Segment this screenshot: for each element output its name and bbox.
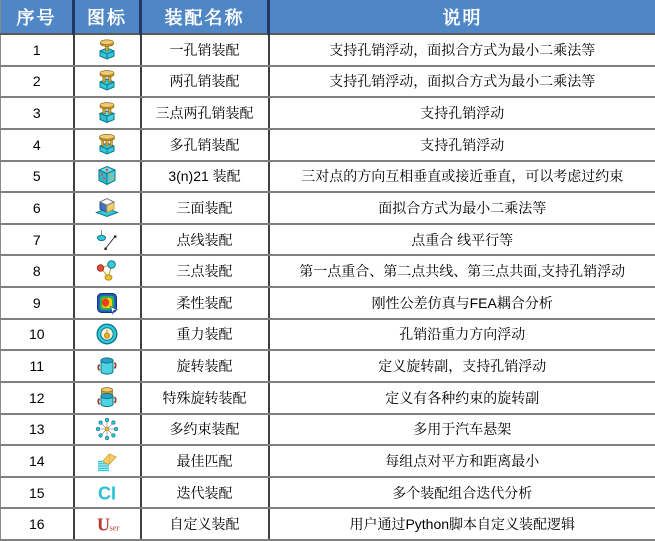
col-header-number: 序号: [1, 0, 74, 34]
assembly-description: 每组点对平方和距离最小: [269, 445, 655, 477]
table-row: [1, 445, 655, 477]
icon-cell: [74, 382, 141, 414]
assembly-name: 两孔销装配: [141, 66, 269, 98]
assembly-description: 用户通过Python脚本自定义装配逻辑: [269, 508, 655, 540]
row-number: 12: [1, 382, 74, 414]
user-text-icon: [92, 511, 122, 537]
user-text-sub: ser: [109, 522, 120, 533]
icon-cell: [74, 224, 141, 256]
assembly-name: 一孔销装配: [141, 34, 269, 66]
table-row: [1, 414, 655, 446]
flexible-fea-icon: [94, 290, 120, 316]
table-row: [1, 161, 655, 193]
row-number: 13: [1, 414, 74, 446]
assembly-description: 多用于汽车悬架: [269, 414, 655, 446]
assembly-name: 点线装配: [141, 224, 269, 256]
assembly-name: 三点两孔销装配: [141, 97, 269, 129]
header-row: [1, 0, 655, 34]
col-header-icon: 图标: [74, 0, 141, 34]
row-number: 4: [1, 129, 74, 161]
table-row: [1, 382, 655, 414]
ci-text-icon: [94, 480, 120, 506]
icon-cell: [74, 287, 141, 319]
assembly-name: 特殊旋转装配: [141, 382, 269, 414]
table-row: [1, 66, 655, 98]
row-number: 15: [1, 477, 74, 509]
point-line-icon: [94, 227, 120, 253]
table-row: [1, 319, 655, 351]
table-row: [1, 287, 655, 319]
assembly-description: 点重合 线平行等: [269, 224, 655, 256]
assembly-description: 孔销沿重力方向浮动: [269, 319, 655, 351]
icon-cell: [74, 34, 141, 66]
assembly-name: 多孔销装配: [141, 129, 269, 161]
assembly-name: 迭代装配: [141, 477, 269, 509]
three-point-icon: [94, 258, 120, 284]
row-number: 2: [1, 66, 74, 98]
assembly-description: 支持孔销浮动，面拟合方式为最小二乘法等: [269, 66, 655, 98]
assembly-description: 支持孔销浮动: [269, 97, 655, 129]
assembly-name: 旋转装配: [141, 350, 269, 382]
one-hole-pin-icon: [94, 37, 120, 63]
icon-cell: [74, 477, 141, 509]
assembly-name: 3(n)21 装配: [141, 161, 269, 193]
row-number: 1: [1, 34, 74, 66]
table-row: [1, 477, 655, 509]
col-header-description: 说明: [269, 0, 655, 34]
three-face-cube-icon: [94, 195, 120, 221]
table-row: [1, 224, 655, 256]
assembly-description: 三对点的方向互相垂直或接近垂直，可以考虑过约束: [269, 161, 655, 193]
row-number: 10: [1, 319, 74, 351]
assembly-description: 第一点重合、第二点共线、第三点共面,支持孔销浮动: [269, 255, 655, 287]
assembly-name: 多约束装配: [141, 414, 269, 446]
assembly-name: 最佳匹配: [141, 445, 269, 477]
multi-hole-pin-icon: [94, 132, 120, 158]
row-number: 8: [1, 255, 74, 287]
assembly-name: 柔性装配: [141, 287, 269, 319]
row-number: 16: [1, 508, 74, 540]
special-rotate-cylinder-icon: [94, 385, 120, 411]
table-row: [1, 97, 655, 129]
rotate-cylinder-icon: [94, 353, 120, 379]
table-row: [1, 508, 655, 540]
assembly-name: 自定义装配: [141, 508, 269, 540]
table-row: [1, 350, 655, 382]
ci-text: CI: [98, 483, 116, 504]
gravity-icon: [94, 321, 120, 347]
icon-cell: [74, 350, 141, 382]
assembly-description: 多个装配组合迭代分析: [269, 477, 655, 509]
assembly-description: 面拟合方式为最小二乘法等: [269, 192, 655, 224]
table-row: [1, 34, 655, 66]
user-text-main: U: [97, 514, 110, 535]
row-number: 9: [1, 287, 74, 319]
col-header-name: 装配名称: [141, 0, 269, 34]
icon-cell: [74, 508, 141, 540]
three-point-two-hole-pin-icon: [94, 100, 120, 126]
icon-cell: [74, 129, 141, 161]
icon-cell: [74, 255, 141, 287]
table-row: [1, 129, 655, 161]
assembly-description: 定义有各种约束的旋转副: [269, 382, 655, 414]
icon-cell: [74, 414, 141, 446]
dice-cube-icon: [94, 163, 120, 189]
row-number: 6: [1, 192, 74, 224]
icon-cell: [74, 66, 141, 98]
assembly-name: 重力装配: [141, 319, 269, 351]
multi-constraint-star-icon: [94, 416, 120, 442]
assembly-description: 刚性公差仿真与FEA耦合分析: [269, 287, 655, 319]
row-number: 7: [1, 224, 74, 256]
assembly-name: 三面装配: [141, 192, 269, 224]
row-number: 14: [1, 445, 74, 477]
icon-cell: [74, 161, 141, 193]
icon-cell: [74, 192, 141, 224]
row-number: 5: [1, 161, 74, 193]
best-fit-layers-icon: [94, 448, 120, 474]
assembly-description: 支持孔销浮动: [269, 129, 655, 161]
assembly-name: 三点装配: [141, 255, 269, 287]
assembly-description: 支持孔销浮动，面拟合方式为最小二乘法等: [269, 34, 655, 66]
row-number: 11: [1, 350, 74, 382]
icon-cell: [74, 445, 141, 477]
icon-cell: [74, 319, 141, 351]
icon-cell: [74, 97, 141, 129]
table-row: [1, 255, 655, 287]
assembly-description: 定义旋转副，支持孔销浮动: [269, 350, 655, 382]
row-number: 3: [1, 97, 74, 129]
two-hole-pin-icon: [94, 68, 120, 94]
table-row: [1, 192, 655, 224]
